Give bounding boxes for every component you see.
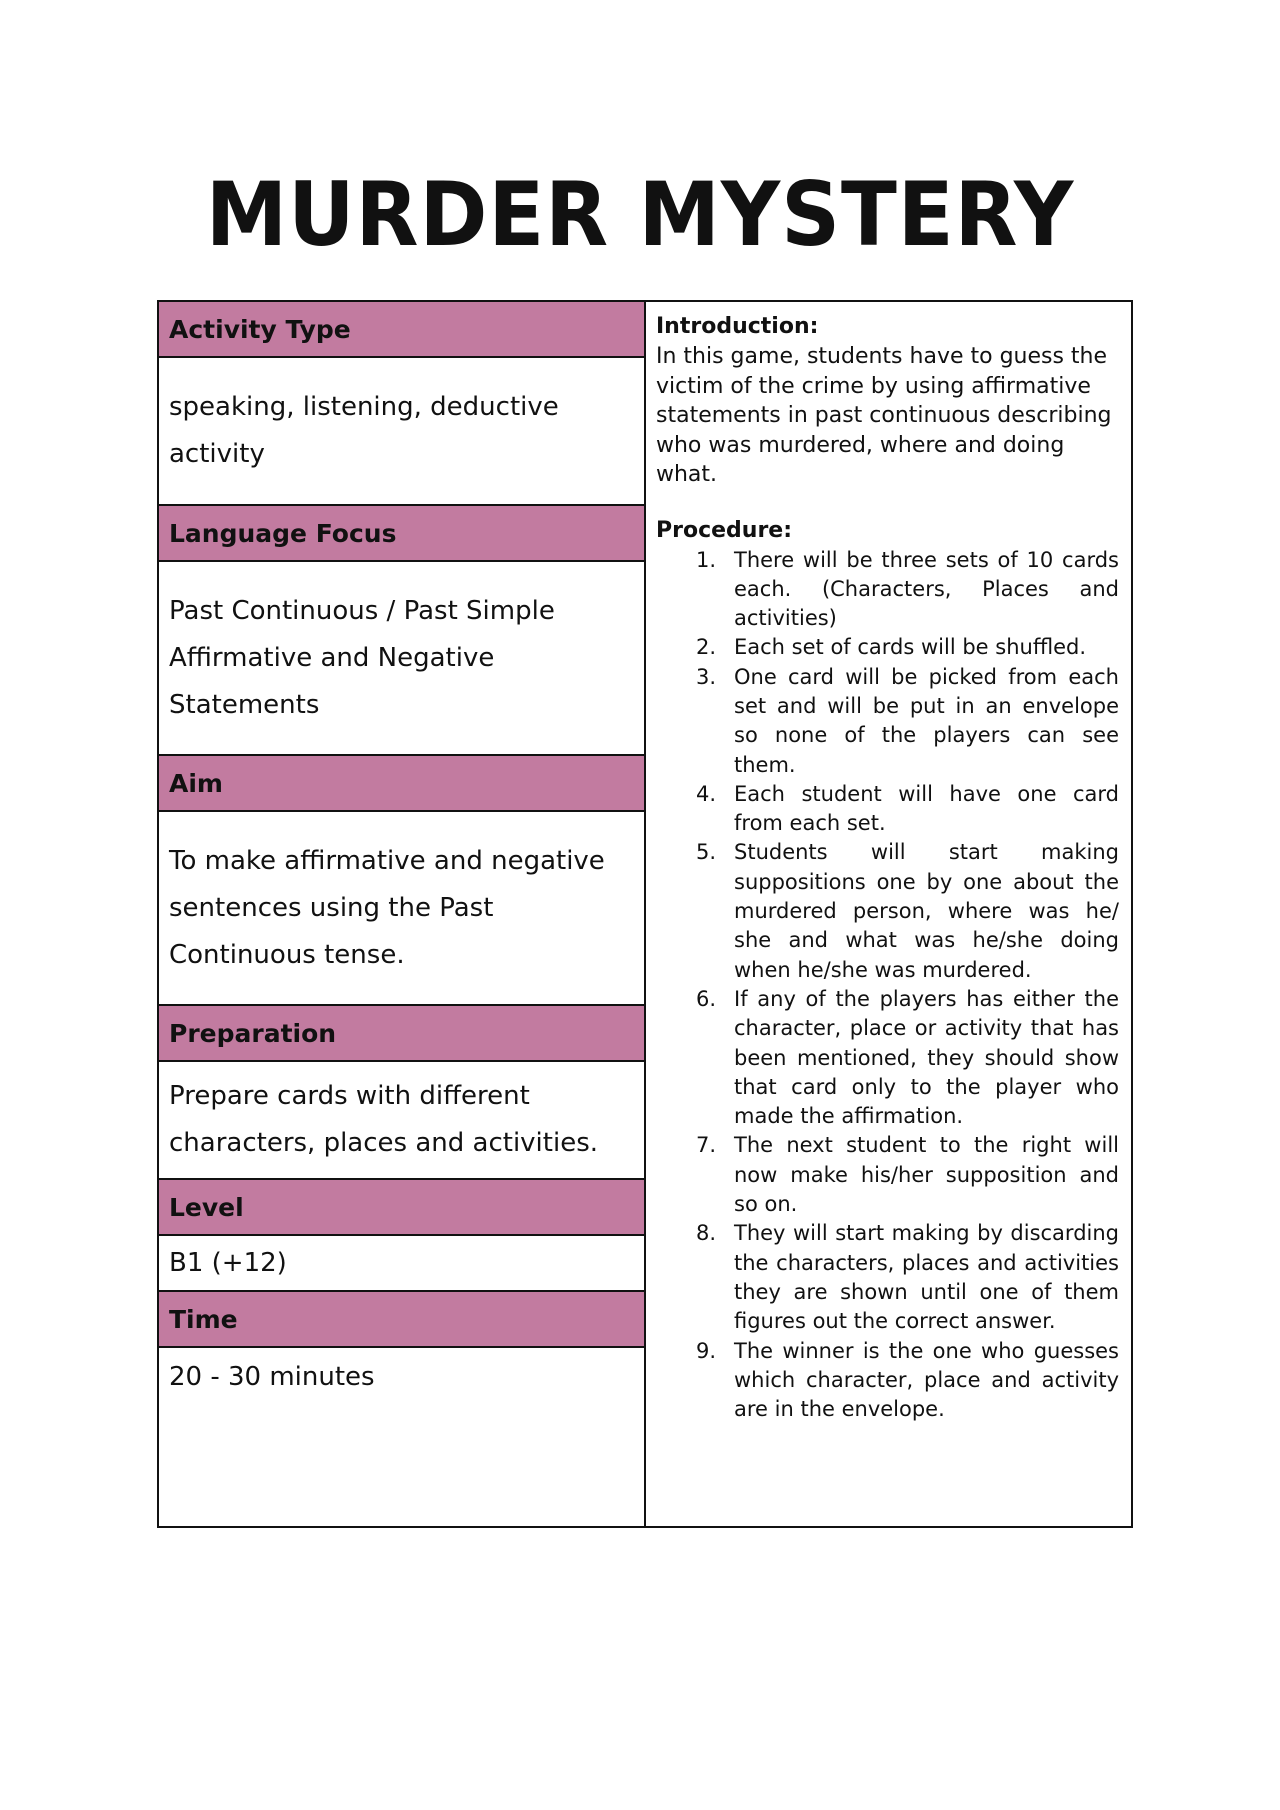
procedure-step xyxy=(656,780,1119,839)
step-number: 8. xyxy=(695,1221,716,1246)
worksheet-table xyxy=(157,300,1133,1528)
step-number: 1. xyxy=(695,547,716,572)
page-title: MURDER MYSTERY xyxy=(205,163,1075,266)
step-text: The next student to the right will now make his/her supposition and so on. xyxy=(734,1133,1119,1217)
time-header: Time xyxy=(159,1292,644,1348)
procedure-step xyxy=(656,663,1119,780)
step-number: 7. xyxy=(695,1133,716,1158)
introduction-text: In this game, students have to guess the victim of the crime by using affirmative statements in past continuous describing who was murdered, where and doing what. xyxy=(656,344,1112,487)
procedure-title: Procedure: xyxy=(656,517,793,543)
step-number: 5. xyxy=(695,840,716,865)
step-text: They will start making by discarding the characters, places and activities they are shown until one of them figures out the correct answer. xyxy=(734,1221,1119,1334)
step-text: There will be three sets of 10 cards each. (Characters, Places and activities) xyxy=(734,547,1119,631)
procedure-step xyxy=(656,838,1119,984)
preparation-header: Preparation xyxy=(159,1006,644,1062)
level-header: Level xyxy=(159,1180,644,1236)
language-focus-body: Past Continuous / Past Simple Affirmative and Negative Statements xyxy=(159,562,644,756)
step-number: 2. xyxy=(695,635,716,660)
procedure-step xyxy=(656,1337,1119,1425)
aim-header: Aim xyxy=(159,756,644,812)
step-number: 6. xyxy=(695,986,716,1011)
procedure-step xyxy=(656,1219,1119,1336)
step-text: Each student will have one card from each set. xyxy=(734,781,1119,836)
procedure-step xyxy=(656,633,1119,662)
procedure-step xyxy=(656,985,1119,1131)
time-body: 20 - 30 minutes xyxy=(169,1362,375,1392)
step-text: If any of the players has either the character, place or activity that has been mentioned, they should show that card only to the player who made the affirmation. xyxy=(734,986,1119,1129)
procedure-step xyxy=(656,546,1119,634)
language-focus-header: Language Focus xyxy=(159,506,644,562)
right-column xyxy=(646,302,1131,1526)
step-text: Students will start making suppositions one by one about the murdered person, where was he/ she and what was he/she doing when he/she was murdered. xyxy=(734,840,1119,982)
step-text: Each set of cards will be shuffled. xyxy=(734,635,1087,660)
procedure-list xyxy=(656,546,1119,1425)
level-body: B1 (+12) xyxy=(159,1236,644,1292)
aim-body: To make affirmative and negative sentences using the Past Continuous tense. xyxy=(159,812,644,1006)
left-column xyxy=(159,302,646,1526)
step-number: 3. xyxy=(695,664,716,689)
step-number: 4. xyxy=(695,781,716,806)
procedure-step xyxy=(656,1131,1119,1219)
step-text: One card will be picked from each set and will be put in an envelope so none of the players can see them. xyxy=(734,664,1119,777)
step-text: The winner is the one who guesses which character, place and activity are in the envelope. xyxy=(734,1338,1119,1422)
activity-type-header: Activity Type xyxy=(159,302,644,358)
preparation-body: Prepare cards with different characters, places and activities. xyxy=(159,1062,644,1180)
step-number: 9. xyxy=(695,1338,716,1363)
introduction-title: Introduction: xyxy=(656,314,819,339)
activity-type-body: speaking, listening, deductive activity xyxy=(159,358,644,506)
